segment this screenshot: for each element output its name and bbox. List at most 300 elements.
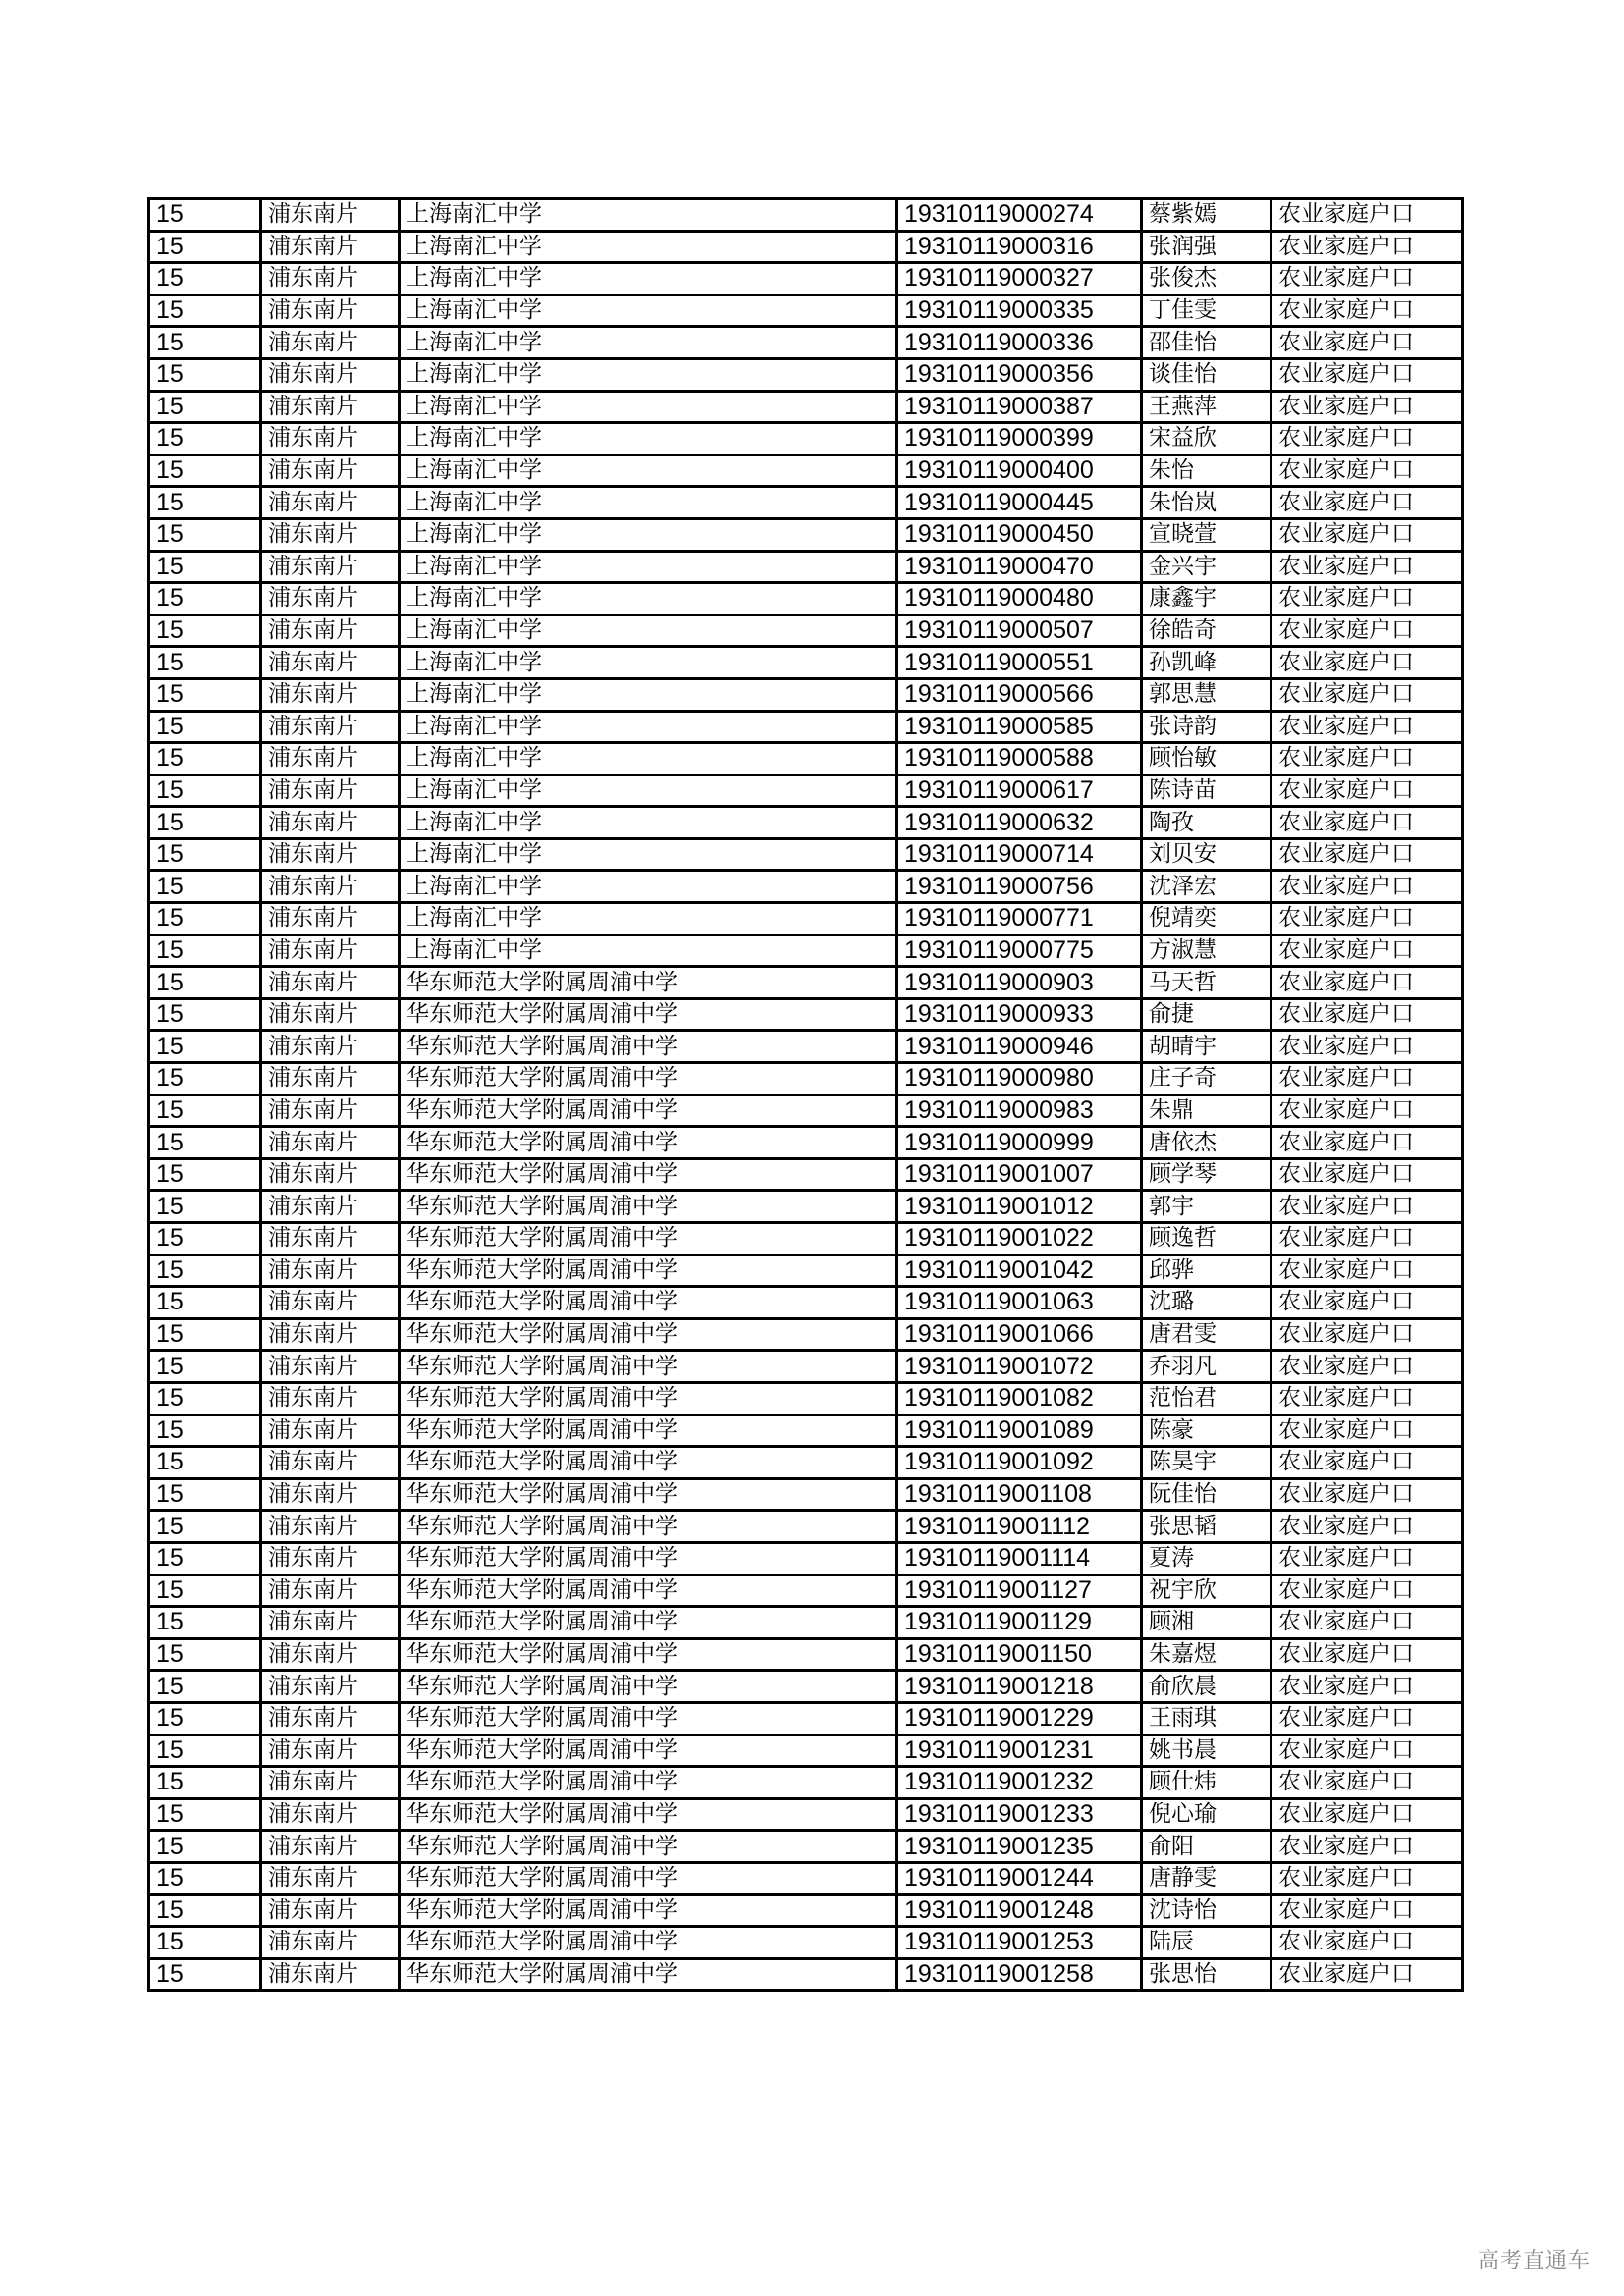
batch-cell: 15 — [149, 1798, 261, 1831]
registration-number-cell: 19310119000551 — [897, 647, 1142, 679]
table-row — [149, 1031, 1463, 1063]
batch-cell: 15 — [149, 1382, 261, 1415]
registration-number-cell: 19310119001258 — [897, 1958, 1142, 1991]
registration-number-cell: 19310119001063 — [897, 1287, 1142, 1319]
household-type-cell: 农业家庭户口 — [1272, 614, 1463, 647]
batch-cell: 15 — [149, 1415, 261, 1447]
batch-cell: 15 — [149, 1478, 261, 1511]
household-type-cell: 农业家庭户口 — [1272, 423, 1463, 455]
household-type-cell: 农业家庭户口 — [1272, 391, 1463, 423]
district-cell: 浦东南片 — [261, 1063, 400, 1095]
registration-number-cell: 19310119001235 — [897, 1831, 1142, 1863]
registration-number-cell: 19310119000316 — [897, 231, 1142, 263]
district-cell: 浦东南片 — [261, 1831, 400, 1863]
registration-number-cell: 19310119001042 — [897, 1255, 1142, 1287]
table-row — [149, 1927, 1463, 1959]
table-row — [149, 1255, 1463, 1287]
student-name-cell: 徐皓奇 — [1142, 614, 1272, 647]
household-type-cell: 农业家庭户口 — [1272, 1318, 1463, 1351]
household-type-cell: 农业家庭户口 — [1272, 1735, 1463, 1767]
household-type-cell: 农业家庭户口 — [1272, 1607, 1463, 1639]
district-cell: 浦东南片 — [261, 678, 400, 711]
household-type-cell: 农业家庭户口 — [1272, 583, 1463, 615]
school-cell: 上海南汇中学 — [400, 487, 897, 519]
school-cell: 上海南汇中学 — [400, 327, 897, 359]
household-type-cell: 农业家庭户口 — [1272, 1895, 1463, 1927]
school-cell: 华东师范大学附属周浦中学 — [400, 1447, 897, 1479]
district-cell: 浦东南片 — [261, 1735, 400, 1767]
household-type-cell: 农业家庭户口 — [1272, 1095, 1463, 1127]
school-cell: 上海南汇中学 — [400, 199, 897, 232]
school-cell: 上海南汇中学 — [400, 614, 897, 647]
batch-cell: 15 — [149, 199, 261, 232]
student-name-cell: 沈璐 — [1142, 1287, 1272, 1319]
batch-cell: 15 — [149, 1542, 261, 1575]
student-name-cell: 胡晴宇 — [1142, 1031, 1272, 1063]
school-cell: 上海南汇中学 — [400, 807, 897, 839]
district-cell: 浦东南片 — [261, 1958, 400, 1991]
student-name-cell: 朱怡 — [1142, 454, 1272, 487]
table-row — [149, 1671, 1463, 1703]
table-row — [149, 647, 1463, 679]
school-cell: 华东师范大学附属周浦中学 — [400, 1895, 897, 1927]
table-row — [149, 518, 1463, 551]
district-cell: 浦东南片 — [261, 487, 400, 519]
table-row — [149, 743, 1463, 775]
household-type-cell: 农业家庭户口 — [1272, 1511, 1463, 1543]
school-cell: 上海南汇中学 — [400, 743, 897, 775]
batch-cell: 15 — [149, 1927, 261, 1959]
registration-number-cell: 19310119001229 — [897, 1702, 1142, 1735]
registration-number-cell: 19310119000999 — [897, 1127, 1142, 1159]
household-type-cell: 农业家庭户口 — [1272, 1158, 1463, 1191]
school-cell: 华东师范大学附属周浦中学 — [400, 1223, 897, 1255]
student-name-cell: 邱骅 — [1142, 1255, 1272, 1287]
table-row — [149, 1831, 1463, 1863]
school-cell: 华东师范大学附属周浦中学 — [400, 1638, 897, 1671]
district-cell: 浦东南片 — [261, 614, 400, 647]
household-type-cell: 农业家庭户口 — [1272, 1415, 1463, 1447]
household-type-cell: 农业家庭户口 — [1272, 487, 1463, 519]
school-cell: 华东师范大学附属周浦中学 — [400, 1063, 897, 1095]
household-type-cell: 农业家庭户口 — [1272, 998, 1463, 1031]
district-cell: 浦东南片 — [261, 1318, 400, 1351]
district-cell: 浦东南片 — [261, 1447, 400, 1479]
table-row — [149, 231, 1463, 263]
table-row — [149, 1127, 1463, 1159]
table-row — [149, 1735, 1463, 1767]
batch-cell: 15 — [149, 423, 261, 455]
table-row — [149, 1542, 1463, 1575]
school-cell: 上海南汇中学 — [400, 903, 897, 935]
district-cell: 浦东南片 — [261, 1575, 400, 1607]
district-cell: 浦东南片 — [261, 1895, 400, 1927]
school-cell: 华东师范大学附属周浦中学 — [400, 1542, 897, 1575]
household-type-cell: 农业家庭户口 — [1272, 518, 1463, 551]
school-cell: 华东师范大学附属周浦中学 — [400, 1958, 897, 1991]
table-row — [149, 1158, 1463, 1191]
district-cell: 浦东南片 — [261, 1127, 400, 1159]
table-row — [149, 903, 1463, 935]
household-type-cell: 农业家庭户口 — [1272, 647, 1463, 679]
district-cell: 浦东南片 — [261, 967, 400, 999]
school-cell: 上海南汇中学 — [400, 358, 897, 391]
household-type-cell: 农业家庭户口 — [1272, 774, 1463, 807]
watermark: 高考直通车 — [1478, 2249, 1592, 2273]
household-type-cell: 农业家庭户口 — [1272, 967, 1463, 999]
table-row — [149, 1382, 1463, 1415]
batch-cell: 15 — [149, 1767, 261, 1799]
registration-number-cell: 19310119001218 — [897, 1671, 1142, 1703]
registration-number-cell: 19310119001066 — [897, 1318, 1142, 1351]
batch-cell: 15 — [149, 518, 261, 551]
table-row — [149, 423, 1463, 455]
household-type-cell: 农业家庭户口 — [1272, 1798, 1463, 1831]
registration-number-cell: 19310119001112 — [897, 1511, 1142, 1543]
student-name-cell: 陈豪 — [1142, 1415, 1272, 1447]
district-cell: 浦东南片 — [261, 934, 400, 967]
student-name-cell: 刘贝安 — [1142, 838, 1272, 871]
batch-cell: 15 — [149, 1095, 261, 1127]
batch-cell: 15 — [149, 678, 261, 711]
school-cell: 华东师范大学附属周浦中学 — [400, 1318, 897, 1351]
student-name-cell: 郭宇 — [1142, 1191, 1272, 1223]
district-cell: 浦东南片 — [261, 1287, 400, 1319]
student-name-cell: 丁佳雯 — [1142, 294, 1272, 327]
student-name-cell: 庄子奇 — [1142, 1063, 1272, 1095]
table-row — [149, 1511, 1463, 1543]
table-row — [149, 678, 1463, 711]
district-cell: 浦东南片 — [261, 1415, 400, 1447]
batch-cell: 15 — [149, 551, 261, 583]
district-cell: 浦东南片 — [261, 1767, 400, 1799]
student-name-cell: 张思韬 — [1142, 1511, 1272, 1543]
household-type-cell: 农业家庭户口 — [1272, 1127, 1463, 1159]
school-cell: 华东师范大学附属周浦中学 — [400, 1287, 897, 1319]
student-name-cell: 张润强 — [1142, 231, 1272, 263]
student-name-cell: 沈泽宏 — [1142, 871, 1272, 903]
registration-number-cell: 19310119000903 — [897, 967, 1142, 999]
registration-number-cell: 19310119001129 — [897, 1607, 1142, 1639]
district-cell: 浦东南片 — [261, 1095, 400, 1127]
registration-number-cell: 19310119001092 — [897, 1447, 1142, 1479]
district-cell: 浦东南片 — [261, 711, 400, 743]
district-cell: 浦东南片 — [261, 1511, 400, 1543]
household-type-cell: 农业家庭户口 — [1272, 1862, 1463, 1895]
registration-number-cell: 19310119001231 — [897, 1735, 1142, 1767]
table-row — [149, 967, 1463, 999]
household-type-cell: 农业家庭户口 — [1272, 1191, 1463, 1223]
student-name-cell: 姚书晨 — [1142, 1735, 1272, 1767]
district-cell: 浦东南片 — [261, 1158, 400, 1191]
registration-number-cell: 19310119001232 — [897, 1767, 1142, 1799]
table-row — [149, 1478, 1463, 1511]
student-name-cell: 康鑫宇 — [1142, 583, 1272, 615]
batch-cell: 15 — [149, 934, 261, 967]
household-type-cell: 农业家庭户口 — [1272, 1831, 1463, 1863]
student-name-cell: 宣晓萱 — [1142, 518, 1272, 551]
registration-number-cell: 19310119000507 — [897, 614, 1142, 647]
batch-cell: 15 — [149, 487, 261, 519]
household-type-cell: 农业家庭户口 — [1272, 294, 1463, 327]
district-cell: 浦东南片 — [261, 1382, 400, 1415]
batch-cell: 15 — [149, 1575, 261, 1607]
household-type-cell: 农业家庭户口 — [1272, 263, 1463, 295]
school-cell: 华东师范大学附属周浦中学 — [400, 1351, 897, 1383]
table-row — [149, 1958, 1463, 1991]
school-cell: 华东师范大学附属周浦中学 — [400, 1735, 897, 1767]
table-row — [149, 1702, 1463, 1735]
table-row — [149, 838, 1463, 871]
district-cell: 浦东南片 — [261, 1191, 400, 1223]
table-row — [149, 1447, 1463, 1479]
table-row — [149, 1223, 1463, 1255]
student-name-cell: 顾学琴 — [1142, 1158, 1272, 1191]
batch-cell: 15 — [149, 1511, 261, 1543]
school-cell: 上海南汇中学 — [400, 551, 897, 583]
school-cell: 华东师范大学附属周浦中学 — [400, 1767, 897, 1799]
district-cell: 浦东南片 — [261, 903, 400, 935]
batch-cell: 15 — [149, 1287, 261, 1319]
registration-number-cell: 19310119001012 — [897, 1191, 1142, 1223]
district-cell: 浦东南片 — [261, 807, 400, 839]
batch-cell: 15 — [149, 1127, 261, 1159]
household-type-cell: 农业家庭户口 — [1272, 838, 1463, 871]
district-cell: 浦东南片 — [261, 294, 400, 327]
registration-number-cell: 19310119000585 — [897, 711, 1142, 743]
registration-number-cell: 19310119000632 — [897, 807, 1142, 839]
registration-number-cell: 19310119000983 — [897, 1095, 1142, 1127]
table-row — [149, 807, 1463, 839]
student-name-cell: 朱鼎 — [1142, 1095, 1272, 1127]
school-cell: 上海南汇中学 — [400, 263, 897, 295]
batch-cell: 15 — [149, 1671, 261, 1703]
student-name-cell: 阮佳怡 — [1142, 1478, 1272, 1511]
student-name-cell: 顾逸哲 — [1142, 1223, 1272, 1255]
registration-number-cell: 19310119000566 — [897, 678, 1142, 711]
household-type-cell: 农业家庭户口 — [1272, 1351, 1463, 1383]
school-cell: 华东师范大学附属周浦中学 — [400, 1798, 897, 1831]
batch-cell: 15 — [149, 871, 261, 903]
batch-cell: 15 — [149, 743, 261, 775]
household-type-cell: 农业家庭户口 — [1272, 1031, 1463, 1063]
student-name-cell: 张俊杰 — [1142, 263, 1272, 295]
school-cell: 华东师范大学附属周浦中学 — [400, 1158, 897, 1191]
student-name-cell: 蔡紫嫣 — [1142, 199, 1272, 232]
batch-cell: 15 — [149, 967, 261, 999]
batch-cell: 15 — [149, 1735, 261, 1767]
school-cell: 华东师范大学附属周浦中学 — [400, 967, 897, 999]
school-cell: 上海南汇中学 — [400, 423, 897, 455]
student-name-cell: 张诗韵 — [1142, 711, 1272, 743]
school-cell: 华东师范大学附属周浦中学 — [400, 1671, 897, 1703]
registration-number-cell: 19310119001253 — [897, 1927, 1142, 1959]
batch-cell: 15 — [149, 583, 261, 615]
roster-body — [149, 199, 1463, 1991]
student-name-cell: 陆辰 — [1142, 1927, 1272, 1959]
district-cell: 浦东南片 — [261, 358, 400, 391]
batch-cell: 15 — [149, 1958, 261, 1991]
school-cell: 华东师范大学附属周浦中学 — [400, 1607, 897, 1639]
student-name-cell: 顾仕炜 — [1142, 1767, 1272, 1799]
household-type-cell: 农业家庭户口 — [1272, 1638, 1463, 1671]
school-cell: 上海南汇中学 — [400, 518, 897, 551]
table-row — [149, 998, 1463, 1031]
district-cell: 浦东南片 — [261, 518, 400, 551]
district-cell: 浦东南片 — [261, 263, 400, 295]
household-type-cell: 农业家庭户口 — [1272, 1255, 1463, 1287]
student-name-cell: 金兴宇 — [1142, 551, 1272, 583]
batch-cell: 15 — [149, 838, 261, 871]
household-type-cell: 农业家庭户口 — [1272, 327, 1463, 359]
student-name-cell: 唐依杰 — [1142, 1127, 1272, 1159]
district-cell: 浦东南片 — [261, 583, 400, 615]
table-row — [149, 1351, 1463, 1383]
district-cell: 浦东南片 — [261, 1862, 400, 1895]
student-name-cell: 陈诗苗 — [1142, 774, 1272, 807]
registration-number-cell: 19310119000771 — [897, 903, 1142, 935]
batch-cell: 15 — [149, 1895, 261, 1927]
student-name-cell: 张思怡 — [1142, 1958, 1272, 1991]
household-type-cell: 农业家庭户口 — [1272, 1927, 1463, 1959]
registration-number-cell: 19310119000946 — [897, 1031, 1142, 1063]
student-name-cell: 顾湘 — [1142, 1607, 1272, 1639]
registration-number-cell: 19310119000387 — [897, 391, 1142, 423]
school-cell: 华东师范大学附属周浦中学 — [400, 1191, 897, 1223]
batch-cell: 15 — [149, 1447, 261, 1479]
batch-cell: 15 — [149, 1191, 261, 1223]
batch-cell: 15 — [149, 1255, 261, 1287]
household-type-cell: 农业家庭户口 — [1272, 743, 1463, 775]
student-name-cell: 倪心瑜 — [1142, 1798, 1272, 1831]
district-cell: 浦东南片 — [261, 871, 400, 903]
household-type-cell: 农业家庭户口 — [1272, 551, 1463, 583]
district-cell: 浦东南片 — [261, 1351, 400, 1383]
table-row — [149, 1767, 1463, 1799]
household-type-cell: 农业家庭户口 — [1272, 1958, 1463, 1991]
registration-number-cell: 19310119001233 — [897, 1798, 1142, 1831]
table-row — [149, 871, 1463, 903]
registration-number-cell: 19310119001007 — [897, 1158, 1142, 1191]
registration-number-cell: 19310119001150 — [897, 1638, 1142, 1671]
household-type-cell: 农业家庭户口 — [1272, 1223, 1463, 1255]
school-cell: 上海南汇中学 — [400, 391, 897, 423]
table-row — [149, 327, 1463, 359]
table-row — [149, 551, 1463, 583]
household-type-cell: 农业家庭户口 — [1272, 1447, 1463, 1479]
table-row — [149, 1798, 1463, 1831]
registration-number-cell: 19310119000775 — [897, 934, 1142, 967]
district-cell: 浦东南片 — [261, 774, 400, 807]
district-cell: 浦东南片 — [261, 1671, 400, 1703]
registration-number-cell: 19310119001127 — [897, 1575, 1142, 1607]
school-cell: 华东师范大学附属周浦中学 — [400, 1575, 897, 1607]
household-type-cell: 农业家庭户口 — [1272, 358, 1463, 391]
table-row — [149, 454, 1463, 487]
district-cell: 浦东南片 — [261, 1927, 400, 1959]
household-type-cell: 农业家庭户口 — [1272, 807, 1463, 839]
student-name-cell: 俞欣晨 — [1142, 1671, 1272, 1703]
student-name-cell: 王雨琪 — [1142, 1702, 1272, 1735]
household-type-cell: 农业家庭户口 — [1272, 1575, 1463, 1607]
batch-cell: 15 — [149, 1318, 261, 1351]
school-cell: 华东师范大学附属周浦中学 — [400, 1415, 897, 1447]
batch-cell: 15 — [149, 454, 261, 487]
batch-cell: 15 — [149, 1351, 261, 1383]
batch-cell: 15 — [149, 711, 261, 743]
registration-number-cell: 19310119001089 — [897, 1415, 1142, 1447]
table-row — [149, 1063, 1463, 1095]
batch-cell: 15 — [149, 1031, 261, 1063]
batch-cell: 15 — [149, 1063, 261, 1095]
district-cell: 浦东南片 — [261, 423, 400, 455]
batch-cell: 15 — [149, 1862, 261, 1895]
table-row — [149, 1638, 1463, 1671]
school-cell: 华东师范大学附属周浦中学 — [400, 1382, 897, 1415]
registration-number-cell: 19310119000588 — [897, 743, 1142, 775]
registration-number-cell: 19310119000756 — [897, 871, 1142, 903]
registration-number-cell: 19310119001022 — [897, 1223, 1142, 1255]
batch-cell: 15 — [149, 1223, 261, 1255]
table-row — [149, 358, 1463, 391]
student-name-cell: 唐君雯 — [1142, 1318, 1272, 1351]
table-row — [149, 1415, 1463, 1447]
student-name-cell: 俞阳 — [1142, 1831, 1272, 1863]
table-row — [149, 1095, 1463, 1127]
table-row — [149, 1862, 1463, 1895]
household-type-cell: 农业家庭户口 — [1272, 1382, 1463, 1415]
school-cell: 华东师范大学附属周浦中学 — [400, 1031, 897, 1063]
district-cell: 浦东南片 — [261, 231, 400, 263]
batch-cell: 15 — [149, 327, 261, 359]
district-cell: 浦东南片 — [261, 1223, 400, 1255]
registration-number-cell: 19310119000399 — [897, 423, 1142, 455]
household-type-cell: 农业家庭户口 — [1272, 199, 1463, 232]
household-type-cell: 农业家庭户口 — [1272, 1063, 1463, 1095]
batch-cell: 15 — [149, 294, 261, 327]
school-cell: 华东师范大学附属周浦中学 — [400, 1702, 897, 1735]
school-cell: 上海南汇中学 — [400, 711, 897, 743]
registration-number-cell: 19310119000980 — [897, 1063, 1142, 1095]
registration-number-cell: 19310119000450 — [897, 518, 1142, 551]
batch-cell: 15 — [149, 1158, 261, 1191]
batch-cell: 15 — [149, 391, 261, 423]
table-row — [149, 934, 1463, 967]
household-type-cell: 农业家庭户口 — [1272, 711, 1463, 743]
district-cell: 浦东南片 — [261, 1702, 400, 1735]
school-cell: 华东师范大学附属周浦中学 — [400, 1478, 897, 1511]
registration-number-cell: 19310119001072 — [897, 1351, 1142, 1383]
student-name-cell: 乔羽凡 — [1142, 1351, 1272, 1383]
household-type-cell: 农业家庭户口 — [1272, 1542, 1463, 1575]
batch-cell: 15 — [149, 1702, 261, 1735]
registration-number-cell: 19310119000470 — [897, 551, 1142, 583]
district-cell: 浦东南片 — [261, 551, 400, 583]
registration-number-cell: 19310119000933 — [897, 998, 1142, 1031]
school-cell: 华东师范大学附属周浦中学 — [400, 1127, 897, 1159]
school-cell: 上海南汇中学 — [400, 678, 897, 711]
registration-number-cell: 19310119000617 — [897, 774, 1142, 807]
district-cell: 浦东南片 — [261, 1638, 400, 1671]
registration-number-cell: 19310119000327 — [897, 263, 1142, 295]
school-cell: 上海南汇中学 — [400, 231, 897, 263]
student-name-cell: 倪靖奕 — [1142, 903, 1272, 935]
table-row — [149, 1895, 1463, 1927]
school-cell: 上海南汇中学 — [400, 294, 897, 327]
batch-cell: 15 — [149, 1831, 261, 1863]
student-name-cell: 朱怡岚 — [1142, 487, 1272, 519]
district-cell: 浦东南片 — [261, 1478, 400, 1511]
